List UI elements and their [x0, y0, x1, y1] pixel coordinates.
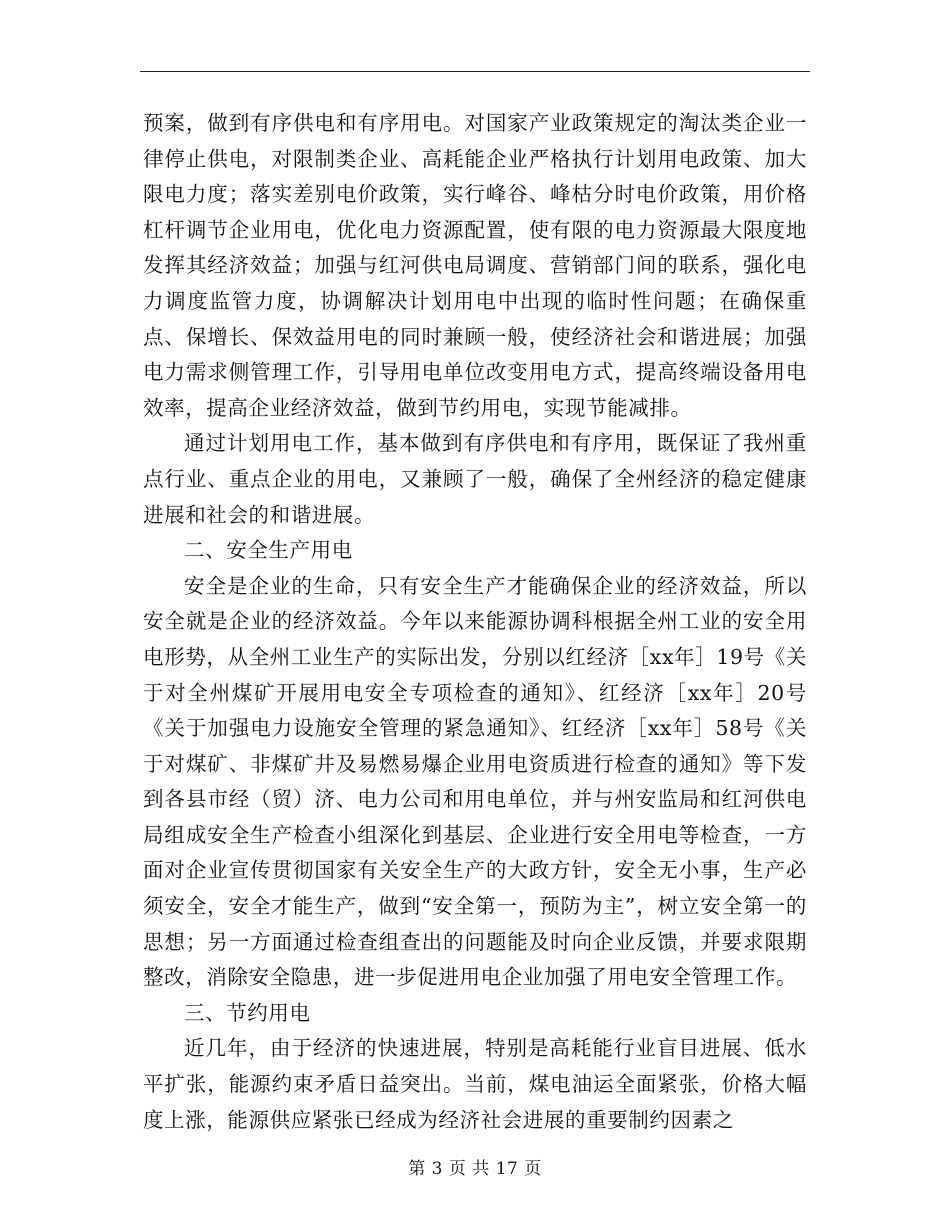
paragraph-safety: 安全是企业的生命，只有安全生产才能确保企业的经济效益，所以安全就是企业的经济效益。今年以来能源协调科根据全州工业的安全用电形势，从全州工业生产的实际出发，分别以红经济［xx年］19号《关于对全州煤矿开展用电安全专项检查的通知》、红经济［xx年］20号《关于加强电力设施安全管理的紧急通知》、红经济［xx年］58号《关于对煤矿、非煤矿井及易燃易爆企业用电资质进行检查的通知》等下发到各县市经（贸）济、电力公司和用电单位，并与州安监局和红河供电局组成安全生产检查小组深化到基层、企业进行安全用电等检查，一方面对企业宣传贯彻国家有关安全生产的大政方针，安全无小事，生产必须安全，安全才能生产，做到“安全第一，预防为主”，树立安全第一的思想；另一方面通过检查组查出的问题能及时向企业反馈，并要求限期整改，消除安全隐患，进一步促进用电企业加强了用电安全管理工作。 [143, 573, 807, 990]
paragraph-saving: 近几年，由于经济的快速进展，特别是高耗能行业盲目进展、低水平扩张，能源约束矛盾日益突出。当前，煤电油运全面紧张，价格大幅度上涨，能源供应紧张已经成为经济社会进展的重要制约因素之 [143, 1036, 807, 1132]
paragraph-planned-electricity-summary: 通过计划用电工作，基本做到有序供电和有序用，既保证了我州重点行业、重点企业的用电，又兼顾了一般，确保了全州经济的稳定健康进展和社会的和谐进展。 [143, 431, 807, 527]
total-pages-number: 17 [495, 1159, 519, 1179]
page-label-mid: 页 共 [448, 1159, 490, 1179]
page-label-prefix: 第 [408, 1159, 426, 1179]
section-heading-safety: 二、安全生产用电 [184, 538, 353, 563]
page-footer [0, 1154, 950, 1179]
current-page-number: 3 [431, 1159, 443, 1179]
header-rule [140, 71, 810, 72]
document-body [143, 106, 807, 1138]
paragraph-continuation: 预案，做到有序供电和有序用电。对国家产业政策规定的淘汰类企业一律停止供电，对限制类企业、高耗能企业严格执行计划用电政策、加大限电力度；落实差别电价政策，实行峰谷、峰枯分时电价政策，用价格杠杆调节企业用电，优化电力资源配置，使有限的电力资源最大限度地发挥其经济效益；加强与红河供电局调度、营销部门间的联系，强化电力调度监管力度，协调解决计划用电中出现的临时性问题；在确保重点、保增长、保效益用电的同时兼顾一般，使经济社会和谐进展；加强电力需求侧管理工作，引导用电单位改变用电方式，提高终端设备用电效率，提高企业经济效益，做到节约用电，实现节能减排。 [143, 111, 807, 420]
section-heading-saving: 三、节约用电 [184, 1000, 311, 1025]
page-label-suffix: 页 [524, 1159, 542, 1179]
